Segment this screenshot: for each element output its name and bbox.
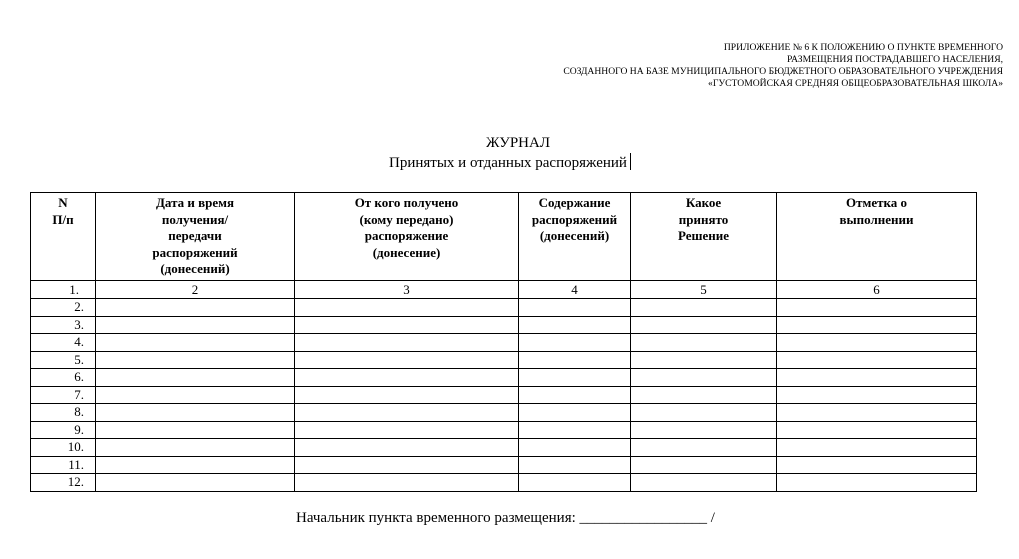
table-cell[interactable]: [631, 351, 777, 369]
table-cell[interactable]: [295, 421, 519, 439]
table-header-row: [31, 193, 977, 281]
table-cell: 1.: [31, 281, 96, 299]
table-cell[interactable]: [631, 456, 777, 474]
table-cell[interactable]: [519, 386, 631, 404]
table-cell[interactable]: [631, 316, 777, 334]
table-cell[interactable]: [631, 299, 777, 317]
header-number: N П/п: [31, 193, 96, 281]
header-execution-mark: Отметка о выполнении: [777, 193, 977, 281]
table-cell[interactable]: [295, 404, 519, 422]
table-cell[interactable]: [519, 456, 631, 474]
table-cell[interactable]: [777, 474, 977, 492]
table-cell: 3: [295, 281, 519, 299]
table-row: [31, 439, 977, 457]
table-cell[interactable]: [777, 404, 977, 422]
table-cell[interactable]: [777, 334, 977, 352]
table-cell[interactable]: [631, 474, 777, 492]
table-cell[interactable]: [295, 474, 519, 492]
table-row: [31, 404, 977, 422]
row-number: 12.: [31, 474, 96, 492]
row-number: 2.: [31, 299, 96, 317]
table-cell[interactable]: [96, 351, 295, 369]
table-cell[interactable]: [631, 334, 777, 352]
appendix-line: «ГУСТОМОЙСКАЯ СРЕДНЯЯ ОБЩЕОБРАЗОВАТЕЛЬНАЯ ШКОЛА»: [708, 78, 1003, 89]
header-datetime: Дата и время получения/ передачи распоряжений (донесений): [96, 193, 295, 281]
table-cell[interactable]: [631, 439, 777, 457]
row-number: 5.: [31, 351, 96, 369]
table-cell[interactable]: [519, 299, 631, 317]
table-cell[interactable]: [631, 421, 777, 439]
table-cell[interactable]: [519, 369, 631, 387]
table-cell[interactable]: [96, 334, 295, 352]
table-cell[interactable]: [96, 439, 295, 457]
table-cell[interactable]: [777, 369, 977, 387]
table-row: [31, 456, 977, 474]
table-cell[interactable]: [631, 404, 777, 422]
table-cell[interactable]: [519, 404, 631, 422]
table-cell[interactable]: [519, 474, 631, 492]
table-cell[interactable]: [295, 334, 519, 352]
table-cell[interactable]: [295, 316, 519, 334]
table-cell[interactable]: [777, 421, 977, 439]
row-number: 6.: [31, 369, 96, 387]
table-cell: 4: [519, 281, 631, 299]
table-cell[interactable]: [96, 299, 295, 317]
text-cursor: [630, 153, 631, 170]
table-row: [31, 334, 977, 352]
table-cell[interactable]: [519, 334, 631, 352]
header-content: Содержание распоряжений (донесений): [519, 193, 631, 281]
journal-subtitle-text: Принятых и отданных распоряжений: [389, 155, 627, 171]
table-cell: 5: [631, 281, 777, 299]
journal-table: [30, 192, 977, 492]
table-row: [31, 351, 977, 369]
table-cell[interactable]: [777, 386, 977, 404]
table-cell[interactable]: [295, 351, 519, 369]
table-cell[interactable]: [777, 351, 977, 369]
signature-line: Начальник пункта временного размещения: _________________ /: [296, 510, 715, 526]
table-row: [31, 316, 977, 334]
table-cell: 6: [777, 281, 977, 299]
table-cell[interactable]: [96, 421, 295, 439]
table-cell[interactable]: [295, 439, 519, 457]
table-cell[interactable]: [519, 421, 631, 439]
table-cell[interactable]: [631, 369, 777, 387]
table-cell: 2: [96, 281, 295, 299]
table-cell[interactable]: [777, 439, 977, 457]
table-cell[interactable]: [777, 456, 977, 474]
table-cell[interactable]: [96, 474, 295, 492]
header-decision: Какое принято Решение: [631, 193, 777, 281]
journal-subtitle: [389, 153, 631, 173]
table-cell[interactable]: [96, 369, 295, 387]
table-cell[interactable]: [96, 404, 295, 422]
table-cell[interactable]: [295, 369, 519, 387]
table-row: [31, 299, 977, 317]
row-number: 8.: [31, 404, 96, 422]
row-number: 9.: [31, 421, 96, 439]
table-cell[interactable]: [295, 456, 519, 474]
table-cell[interactable]: [777, 316, 977, 334]
table-cell[interactable]: [295, 386, 519, 404]
row-number: 3.: [31, 316, 96, 334]
table-row: [31, 369, 977, 387]
journal-title: ЖУРНАЛ: [485, 135, 551, 151]
header-from-whom: От кого получено (кому передано) распоряжение (донесение): [295, 193, 519, 281]
table-cell[interactable]: [519, 316, 631, 334]
row-number: 7.: [31, 386, 96, 404]
table-row: [31, 421, 977, 439]
appendix-line: СОЗДАННОГО НА БАЗЕ МУНИЦИПАЛЬНОГО БЮДЖЕТНОГО ОБРАЗОВАТЕЛЬНОГО УЧРЕЖДЕНИЯ: [563, 66, 1003, 77]
table-cell[interactable]: [96, 456, 295, 474]
appendix-line: ПРИЛОЖЕНИЕ № 6 К ПОЛОЖЕНИЮ О ПУНКТЕ ВРЕМЕННОГО: [723, 42, 1003, 53]
table-row: [31, 386, 977, 404]
table-row: [31, 474, 977, 492]
table-cell[interactable]: [96, 316, 295, 334]
table-cell[interactable]: [519, 351, 631, 369]
table-cell[interactable]: [777, 299, 977, 317]
row-number: 4.: [31, 334, 96, 352]
table-cell[interactable]: [295, 299, 519, 317]
row-number: 10.: [31, 439, 96, 457]
table-cell[interactable]: [96, 386, 295, 404]
table-cell[interactable]: [631, 386, 777, 404]
table-cell[interactable]: [519, 439, 631, 457]
row-number: 11.: [31, 456, 96, 474]
appendix-header: [563, 42, 1003, 90]
column-number-row: [31, 281, 977, 299]
appendix-line: РАЗМЕЩЕНИЯ ПОСТРАДАВШЕГО НАСЕЛЕНИЯ,: [786, 54, 1003, 65]
